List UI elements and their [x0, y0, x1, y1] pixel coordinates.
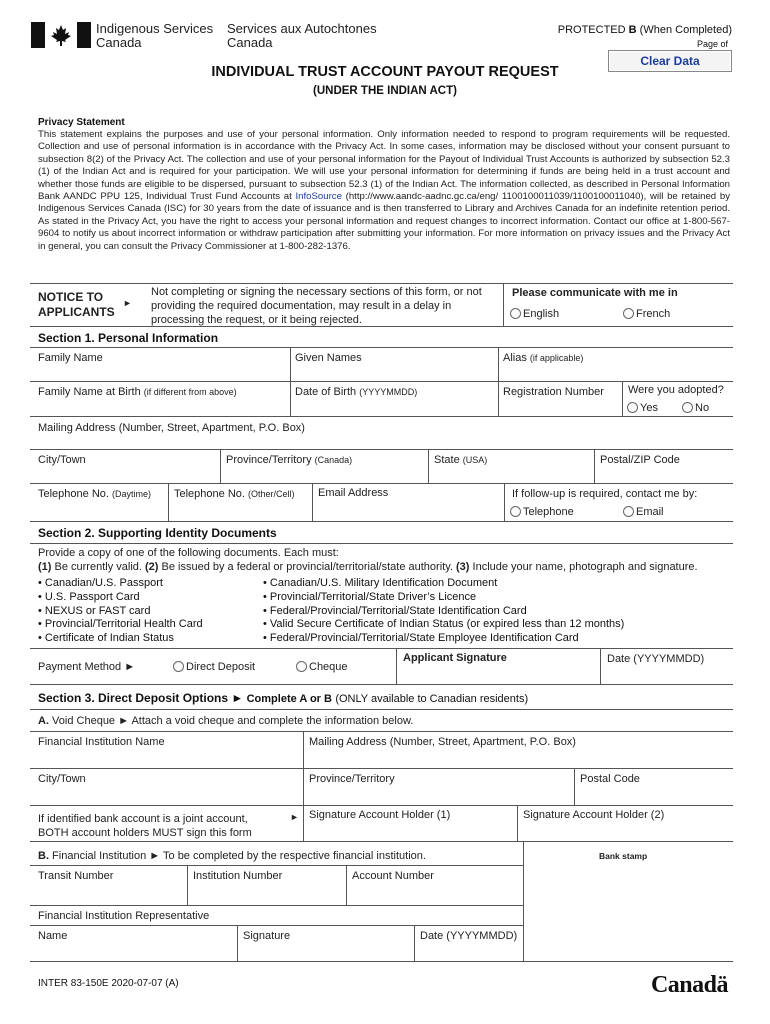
option-b-label: B. Financial Institution ► To be completed by the respective financial institution.: [38, 850, 426, 862]
email-address-field[interactable]: Email Address: [318, 487, 389, 499]
document-list-item: • Canadian/U.S. Passport: [38, 577, 163, 589]
section2-requirements: (1) Be currently valid. (2) Be issued by a federal or provincial/territorial/state authority. (3) Include your name, photograph and signature.: [38, 561, 698, 573]
divider: [30, 841, 733, 842]
document-list-item: • U.S. Passport Card: [38, 590, 140, 603]
followup-email-radio[interactable]: [623, 506, 634, 517]
divider: [30, 347, 733, 348]
documents-list-right: [263, 577, 624, 646]
documents-list-left: [38, 577, 203, 646]
divider: [30, 925, 524, 926]
account-number-field[interactable]: Account Number: [352, 870, 434, 882]
applicant-date-field[interactable]: Date (YYYYMMDD): [607, 653, 705, 665]
english-radio[interactable]: [510, 308, 521, 319]
form-title: INDIVIDUAL TRUST ACCOUNT PAYOUT REQUEST: [211, 64, 559, 80]
divider: [503, 283, 504, 326]
adopted-no-option[interactable]: No: [682, 402, 709, 414]
divider: [414, 925, 415, 961]
adopted-no-radio[interactable]: [682, 402, 693, 413]
postal-code-field[interactable]: Postal/ZIP Code: [600, 454, 680, 466]
divider: [523, 841, 524, 961]
page-of: Page of: [696, 39, 728, 49]
divider: [594, 449, 595, 483]
family-name-birth-field[interactable]: Family Name at Birth (if different from above): [38, 386, 237, 398]
fi-mailing-address-field[interactable]: Mailing Address (Number, Street, Apartment, P.O. Box): [309, 736, 576, 748]
notice-arrow: ►: [123, 298, 132, 308]
divider: [600, 648, 601, 684]
divider: [574, 768, 575, 805]
divider: [30, 768, 733, 769]
cheque-radio[interactable]: [296, 661, 307, 672]
direct-deposit-radio[interactable]: [173, 661, 184, 672]
divider: [30, 709, 733, 710]
divider: [504, 483, 505, 521]
section1-title: Section 1. Personal Information: [38, 331, 219, 345]
signature-account-holder-1-field[interactable]: Signature Account Holder (1): [309, 809, 451, 821]
divider: [30, 416, 733, 417]
document-list-item: • Provincial/Territorial Health Card: [38, 618, 203, 631]
cheque-option[interactable]: Cheque: [296, 661, 348, 673]
french-option[interactable]: French: [623, 308, 670, 320]
protected-label: PROTECTED B (When Completed): [557, 24, 732, 36]
representative-name-field[interactable]: Name: [38, 930, 68, 942]
divider: [30, 381, 733, 382]
form-number: INTER 83-150E 2020-07-07 (A): [38, 978, 179, 989]
representative-date-field[interactable]: Date (YYYYMMDD): [420, 930, 518, 942]
divider: [30, 961, 733, 962]
signature-account-holder-2-field[interactable]: Signature Account Holder (2): [523, 809, 665, 821]
divider: [30, 805, 733, 806]
fi-representative-label: Financial Institution Representative: [38, 910, 210, 922]
document-list-item: • Canadian/U.S. Military Identification Document: [263, 577, 498, 589]
divider: [428, 449, 429, 483]
adopted-yes-radio[interactable]: [627, 402, 638, 413]
communicate-label: Please communicate with me in: [512, 287, 678, 299]
divider: [187, 865, 188, 905]
city-field[interactable]: City/Town: [38, 454, 86, 466]
payment-method-label: Payment Method ►: [38, 661, 136, 673]
transit-number-field[interactable]: Transit Number: [38, 870, 114, 882]
bank-stamp-area: Bank stamp: [599, 851, 648, 861]
representative-signature-field[interactable]: Signature: [243, 930, 291, 942]
family-name-field[interactable]: Family Name: [38, 352, 103, 364]
date-of-birth-field[interactable]: Date of Birth (YYYYMMDD): [295, 386, 418, 398]
document-list-item: • NEXUS or FAST card: [38, 604, 151, 617]
privacy-heading: Privacy Statement: [38, 117, 125, 128]
divider: [30, 521, 733, 522]
telephone-other-field[interactable]: Telephone No. (Other/Cell): [174, 488, 295, 500]
mailing-address-field[interactable]: Mailing Address (Number, Street, Apartment, P.O. Box): [38, 422, 305, 434]
fi-province-field[interactable]: Province/Territory: [309, 773, 395, 785]
canada-flag-icon: [31, 22, 91, 48]
followup-label: If follow-up is required, contact me by:: [512, 488, 698, 500]
divider: [30, 326, 733, 327]
divider: [30, 483, 733, 484]
department-name-english: Indigenous Services Canada: [96, 21, 214, 50]
institution-number-field[interactable]: Institution Number: [193, 870, 283, 882]
divider: [30, 905, 524, 906]
privacy-statement: This statement explains the purposes and use of your personal information. Only information needed to respond to program requirements will be requested. Collection and use of personal information is in accordance with the Privacy Act. In some cases, information may be disclosed without your consent pursuant to subsection 8(2) of the Privacy Act. The collection and use of your personal information for the Payout of Individual Trust Accounts is authorized by subsection 52.3 (1) of the Indian Act and is required for your participation. We will use your personal information for determining if funds are being held in a trust account and whether those funds are eligible to be dispersed, pursuant to subsection 52.3 (1) of the Indian Act. The information collected, as described in Personal Information Bank AANDC PPU 125, Individual Trust Fund Accounts at InfoSource (http://www.aandc-aadnc.gc.ca/eng/ 1100100011039/1100100011040), will be retained by Indigenous Services Canada (ISC) for 30 years from the date of issuance and is then transferred to Library and Archives Canada for an indefinite retention period. As stated in the Privacy Act, you have the right to access your personal information and request changes to incorrect information. Contact our office at 1-800-567-9604 to notify us about incorrect information or withdraw participation after submitting your information. For more information on privacy issues and the Privacy Act in general, you can consult the Privacy Commissioner at 1-800-282-1376.: [38, 129, 730, 252]
document-list-item: • Federal/Provincial/Territorial/State Identification Card: [263, 604, 527, 617]
direct-deposit-option[interactable]: Direct Deposit: [173, 661, 255, 673]
english-option[interactable]: English: [510, 308, 559, 320]
divider: [30, 648, 733, 649]
option-a-label: A. Void Cheque ► Attach a void cheque and complete the information below.: [38, 715, 414, 727]
adopted-label: Were you adopted?: [628, 384, 724, 396]
alias-field[interactable]: Alias (if applicable): [503, 352, 584, 364]
divider: [303, 731, 304, 841]
divider: [30, 449, 733, 450]
given-names-field[interactable]: Given Names: [295, 352, 362, 364]
divider: [346, 865, 347, 905]
joint-account-arrow: ►: [290, 812, 299, 822]
joint-account-note: If identified bank account is a joint account, BOTH account holders MUST sign this form: [38, 813, 252, 839]
divider: [30, 684, 733, 685]
divider: [517, 805, 518, 841]
document-list-item: • Federal/Provincial/Territorial/State Employee Identification Card: [263, 632, 579, 645]
form-subtitle: (UNDER THE INDIAN ACT): [313, 85, 457, 97]
divider: [168, 483, 169, 521]
divider: [30, 865, 524, 866]
financial-institution-name-field[interactable]: Financial Institution Name: [38, 736, 165, 748]
divider: [30, 283, 733, 284]
fi-city-field[interactable]: City/Town: [38, 773, 86, 785]
canada-wordmark: Canadä: [650, 972, 728, 998]
section2-intro: Provide a copy of one of the following documents. Each must:: [38, 547, 339, 559]
state-field[interactable]: State (USA): [434, 454, 488, 466]
notice-text: Not completing or signing the necessary sections of this form, or not providing the required documentation, may result in a delay in processing the request, or it being rejected.: [151, 286, 482, 326]
french-radio[interactable]: [623, 308, 634, 319]
divider: [30, 731, 733, 732]
fi-postal-code-field[interactable]: Postal Code: [580, 773, 640, 785]
infosource-link[interactable]: InfoSource: [295, 191, 342, 203]
document-list-item: • Certificate of Indian Status: [38, 632, 174, 645]
followup-telephone-radio[interactable]: [510, 506, 521, 517]
followup-email-option[interactable]: Email: [623, 506, 664, 518]
divider: [622, 381, 623, 416]
section3-title: Section 3. Direct Deposit Options ► Complete A or B (ONLY available to Canadian residents): [38, 691, 529, 705]
document-list-item: • Valid Secure Certificate of Indian Status (or expired less than 12 months): [263, 618, 625, 631]
clear-data-button[interactable]: Clear Data: [608, 50, 732, 72]
notice-label: NOTICE TO APPLICANTS: [38, 290, 115, 319]
divider: [30, 543, 733, 544]
registration-number-field[interactable]: Registration Number: [503, 386, 604, 398]
applicant-signature-field[interactable]: Applicant Signature: [403, 652, 507, 664]
department-name-french: Services aux Autochtones Canada: [227, 21, 377, 50]
divider: [396, 648, 397, 684]
telephone-daytime-field[interactable]: Telephone No. (Daytime): [38, 488, 152, 500]
divider: [220, 449, 221, 483]
adopted-yes-option[interactable]: Yes: [627, 402, 658, 414]
followup-telephone-option[interactable]: Telephone: [510, 506, 574, 518]
divider: [237, 925, 238, 961]
section2-title: Section 2. Supporting Identity Documents: [38, 526, 277, 540]
province-field[interactable]: Province/Territory (Canada): [226, 454, 353, 466]
divider: [312, 483, 313, 521]
document-list-item: • Provincial/Territorial/State Driver’s Licence: [263, 590, 477, 603]
